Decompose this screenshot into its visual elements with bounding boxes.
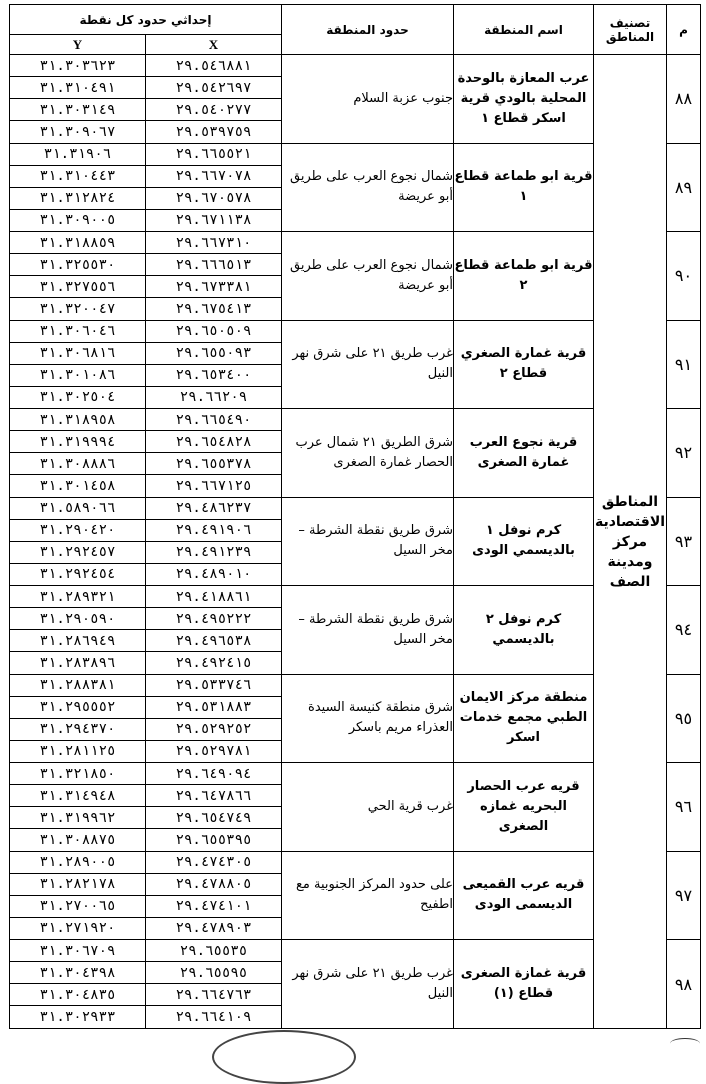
- coord-x: ٢٩.٦٦٦٥١٣: [146, 254, 282, 276]
- area-bounds-cell: غرب طريق ٢١ على شرق نهر النيل: [282, 320, 454, 409]
- row-number: ٩٥: [667, 674, 701, 763]
- coord-y: ٣١.٢٨٣٨٩٦: [10, 652, 146, 674]
- area-bounds-cell: غرب قرية الحي: [282, 763, 454, 852]
- coord-y: ٣١.٢٩٢٤٥٧: [10, 541, 146, 563]
- area-name-cell: قرية ابو طماعة قطاع ١: [454, 143, 594, 232]
- area-name-cell: قرية ابو طماعة قطاع ٢: [454, 232, 594, 321]
- coord-y: ٣١.٣٠٤٣٩٨: [10, 962, 146, 984]
- coord-x: ٢٩.٥٣٣٧٤٦: [146, 674, 282, 696]
- coord-x: ٢٩.٦٥٥٣٧٨: [146, 453, 282, 475]
- coord-y: ٣١.٣٠١٠٨٦: [10, 364, 146, 386]
- coord-x: ٢٩.٦٦٤٧٦٣: [146, 984, 282, 1006]
- coord-x: ٢٩.٦٦٥٥٢١: [146, 143, 282, 165]
- coord-x: ٢٩.٤٩١٢٣٩: [146, 541, 282, 563]
- coord-x: ٢٩.٦٦٧٣١٠: [146, 232, 282, 254]
- coord-y: ٣١.٥٨٩٠٦٦: [10, 497, 146, 519]
- coord-y: ٣١.٣٠٦٧٠٩: [10, 940, 146, 962]
- coord-y: ٣١.٣٠٣٦٢٣: [10, 55, 146, 77]
- coord-x: ٢٩.٥٤٠٢٧٧: [146, 99, 282, 121]
- coord-y: ٣١.٣٢٧٥٥٦: [10, 276, 146, 298]
- area-bounds-cell: شرق منطقة كنيسة السيدة العذراء مريم باسكر: [282, 674, 454, 763]
- coord-x: ٢٩.٥٢٩٢٥٢: [146, 718, 282, 740]
- row-number: ٩٧: [667, 851, 701, 940]
- area-name-cell: كرم نوفل ٢ بالديسمي: [454, 586, 594, 675]
- area-name-cell: قرية غمارة الصغري قطاع ٢: [454, 320, 594, 409]
- coord-y: ٣١.٢٨٢١٧٨: [10, 873, 146, 895]
- coord-y: ٣١.٣٠٦٠٤٦: [10, 320, 146, 342]
- coord-x: ٢٩.٤٨٦٢٣٧: [146, 497, 282, 519]
- header-number: م: [667, 5, 701, 55]
- row-number: ٩٤: [667, 586, 701, 675]
- coord-x: ٢٩.٦٦٢٠٩: [146, 386, 282, 408]
- area-name-cell: قرية نجوع العرب غمارة الصغرى: [454, 409, 594, 498]
- coord-x: ٢٩.٤٧٤١٠١: [146, 895, 282, 917]
- coord-x: ٢٩.٦٦٧٠٧٨: [146, 165, 282, 187]
- coord-x: ٢٩.٦٥٤٨٢٨: [146, 431, 282, 453]
- table-body: [10, 55, 701, 1029]
- coord-y: ٣١.٣٠٩٠٠٥: [10, 209, 146, 231]
- row-number: ٩٢: [667, 409, 701, 498]
- coord-x: ٢٩.٦٧٠٥٧٨: [146, 187, 282, 209]
- coord-y: ٣١.٣٠٨٨٨٦: [10, 453, 146, 475]
- coord-x: ٢٩.٤٧٨٨٠٥: [146, 873, 282, 895]
- coord-y: ٣١.٢٩٠٤٢٠: [10, 519, 146, 541]
- area-name-cell: قريه عرب القميعى الديسمى الودى: [454, 851, 594, 940]
- coord-y: ٣١.٣٠٦٨١٦: [10, 342, 146, 364]
- coord-y: ٣١.٢٩٥٥٥٢: [10, 696, 146, 718]
- coord-x: ٢٩.٤٩١٩٠٦: [146, 519, 282, 541]
- coord-y: ٣١.٣٠١٤٥٨: [10, 475, 146, 497]
- coord-y: ٣١.٣٢٥٥٣٠: [10, 254, 146, 276]
- coord-x: ٢٩.٦٥٠٥٠٩: [146, 320, 282, 342]
- header-classification: تصنيف المناطق: [594, 5, 667, 55]
- coord-x: ٢٩.٦٤٧٨٦٦: [146, 785, 282, 807]
- area-bounds-cell: شرق طريق نقطة الشرطة – مخر السيل: [282, 497, 454, 586]
- coord-x: ٢٩.٤٧٨٩٠٣: [146, 917, 282, 939]
- coord-y: ٣١.٣٠٢٥٠٤: [10, 386, 146, 408]
- coord-y: ٣١.٣١٤٩٤٨: [10, 785, 146, 807]
- coord-y: ٣١.٣٠٨٨٧٥: [10, 829, 146, 851]
- header-coords-title: إحداثي حدود كل نقطة: [10, 5, 282, 35]
- coord-y: ٣١.٢٨١١٢٥: [10, 740, 146, 762]
- coord-x: ٢٩.٥٤٢٦٩٧: [146, 77, 282, 99]
- coord-y: ٣١.٣١٢٨٢٤: [10, 187, 146, 209]
- coord-x: ٢٩.٦٥٥٣٩٥: [146, 829, 282, 851]
- coord-y: ٣١.٢٩٢٤٥٤: [10, 563, 146, 585]
- coord-y: ٣١.٢٩٠٥٩٠: [10, 608, 146, 630]
- coord-y: ٣١.٢٧١٩٢٠: [10, 917, 146, 939]
- coord-x: ٢٩.٦٥٤٧٤٩: [146, 807, 282, 829]
- area-bounds-cell: غرب طريق ٢١ على شرق نهر النيل: [282, 940, 454, 1029]
- area-bounds-cell: على حدود المركز الجنوبية مع اطفيح: [282, 851, 454, 940]
- coord-y: ٣١.٣١٩٩٦٢: [10, 807, 146, 829]
- coord-x: ٢٩.٦٦٥٤٩٠: [146, 409, 282, 431]
- coord-y: ٣١.٣١٨٩٥٨: [10, 409, 146, 431]
- coord-x: ٢٩.٥٣١٨٨٣: [146, 696, 282, 718]
- coord-y: ٣١.٣٢١٨٥٠: [10, 763, 146, 785]
- coord-x: ٢٩.٦٦٧١٢٥: [146, 475, 282, 497]
- coord-y: ٣١.٣١٠٤٤٣: [10, 165, 146, 187]
- table-row: [10, 55, 701, 77]
- header-area-bounds: حدود المنطقة: [282, 5, 454, 55]
- coord-y: ٣١.٢٨٦٩٤٩: [10, 630, 146, 652]
- coord-x: ٢٩.٦٧١١٣٨: [146, 209, 282, 231]
- coord-y: ٣١.٣١٩٩٩٤: [10, 431, 146, 453]
- coord-y: ٣١.٣٢٠٠٤٧: [10, 298, 146, 320]
- coord-y: ٣١.٣١٨٨٥٩: [10, 232, 146, 254]
- coord-y: ٣١.٣٠٣١٤٩: [10, 99, 146, 121]
- coordinates-table: [9, 4, 701, 1029]
- classification-cell: المناطق الاقتصادية مركز ومدينة الصف: [594, 55, 667, 1029]
- coord-x: ٢٩.٤٩٦٥٣٨: [146, 630, 282, 652]
- area-name-cell: عرب المعازة بالوحدة المحلية بالودي قرية اسكر قطاع ١: [454, 55, 594, 144]
- coord-x: ٢٩.٤٧٤٣٠٥: [146, 851, 282, 873]
- coord-x: ٢٩.٦٧٣٣٨١: [146, 276, 282, 298]
- coord-x: ٢٩.٦٦٤١٠٩: [146, 1006, 282, 1029]
- coord-x: ٢٩.٦٥٥٣٥: [146, 940, 282, 962]
- coord-x: ٢٩.٥٢٩٧٨١: [146, 740, 282, 762]
- area-name-cell: كرم نوفل ١ بالديسمي الودى: [454, 497, 594, 586]
- area-bounds-cell: شرق الطريق ٢١ شمال عرب الحصار غمارة الصغرى: [282, 409, 454, 498]
- row-number: ٩٦: [667, 763, 701, 852]
- area-name-cell: قرية غمازة الصغرى قطاع (١): [454, 940, 594, 1029]
- row-number: ٩٣: [667, 497, 701, 586]
- coord-y: ٣١.٣٠٩٠٦٧: [10, 121, 146, 143]
- coord-y: ٣١.٢٧٠٠٦٥: [10, 895, 146, 917]
- area-name-cell: قريه عرب الحصار البحريه غمازه الصغرى: [454, 763, 594, 852]
- coord-x: ٢٩.٤١٨٨٦١: [146, 586, 282, 608]
- coord-x: ٢٩.٦٤٩٠٩٤: [146, 763, 282, 785]
- coord-x: ٢٩.٦٥٥٠٩٣: [146, 342, 282, 364]
- header-area-name: اسم المنطقة: [454, 5, 594, 55]
- area-bounds-cell: جنوب عزبة السلام: [282, 55, 454, 144]
- area-bounds-cell: شرق طريق نقطة الشرطة – مخر السيل: [282, 586, 454, 675]
- coord-x: ٢٩.٦٧٥٤١٣: [146, 298, 282, 320]
- official-seal: [212, 1030, 356, 1084]
- coord-y: ٣١.٢٨٩٣٢١: [10, 586, 146, 608]
- coord-y: ٣١.٢٩٤٣٧٠: [10, 718, 146, 740]
- coord-y: ٣١.٣١٠٤٩١: [10, 77, 146, 99]
- row-number: ٩١: [667, 320, 701, 409]
- area-name-cell: منطقة مركز الايمان الطبي مجمع خدمات اسكر: [454, 674, 594, 763]
- row-number: ٩٨: [667, 940, 701, 1029]
- coord-y: ٣١.٢٨٨٣٨١: [10, 674, 146, 696]
- coord-x: ٢٩.٦٥٣٤٠٠: [146, 364, 282, 386]
- coord-x: ٢٩.٥٤٦٨٨١: [146, 55, 282, 77]
- handwritten-mark: [670, 1038, 700, 1049]
- coord-x: ٢٩.٤٩٢٤١٥: [146, 652, 282, 674]
- coord-x: ٢٩.٤٩٥٢٢٢: [146, 608, 282, 630]
- area-bounds-cell: شمال نجوع العرب على طريق أبو عريضة: [282, 232, 454, 321]
- coord-x: ٢٩.٤٨٩٠١٠: [146, 563, 282, 585]
- row-number: ٨٩: [667, 143, 701, 232]
- coord-y: ٣١.٣٠٤٨٣٥: [10, 984, 146, 1006]
- header-x: X: [146, 35, 282, 55]
- coord-x: ٢٩.٥٣٩٧٥٩: [146, 121, 282, 143]
- row-number: ٨٨: [667, 55, 701, 144]
- coord-y: ٣١.٣١٩٠٦: [10, 143, 146, 165]
- coord-x: ٢٩.٦٥٥٩٥: [146, 962, 282, 984]
- header-y: Y: [10, 35, 146, 55]
- coord-y: ٣١.٣٠٢٩٣٣: [10, 1006, 146, 1029]
- area-bounds-cell: شمال نجوع العرب على طريق أبو عريضة: [282, 143, 454, 232]
- coord-y: ٣١.٢٨٩٠٠٥: [10, 851, 146, 873]
- row-number: ٩٠: [667, 232, 701, 321]
